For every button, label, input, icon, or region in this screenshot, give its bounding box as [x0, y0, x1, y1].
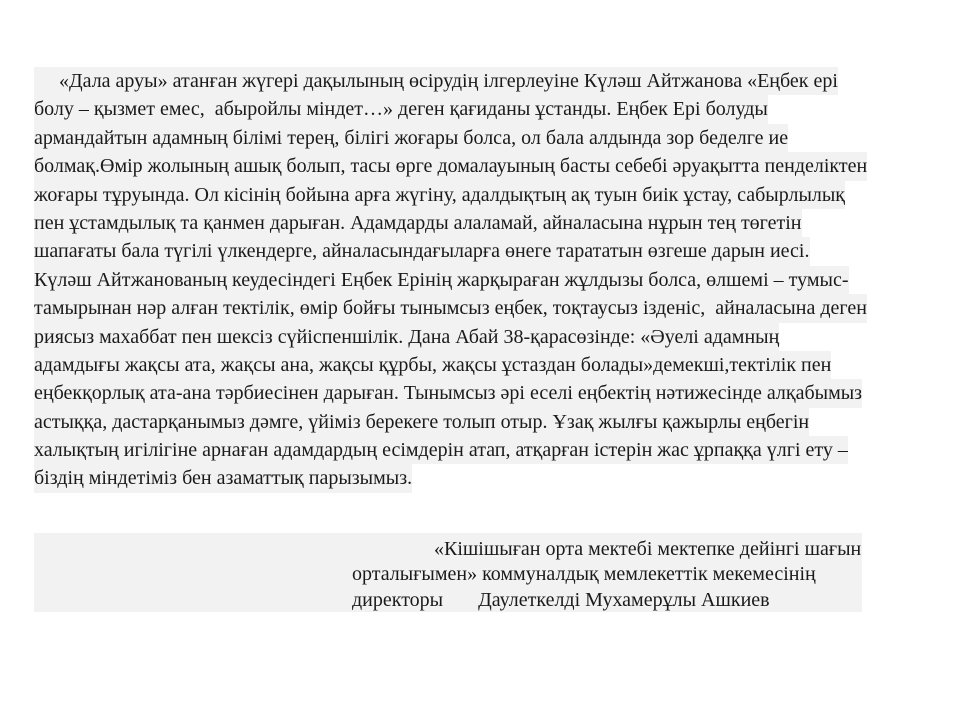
paragraph-line: риясыз махаббат пен шексіз сүйіспеншілік. Дана Абай 38-қарасөзінде: «Әуелі адамның	[34, 323, 779, 351]
paragraph-line: еңбекқорлық ата-ана тәрбиесінен дарыған. Тынымсыз әрі еселі еңбектің нәтижесінде алқабымыз	[34, 379, 862, 407]
paragraph-line: болу – қызмет емес, абыройлы міндет…» деген қағиданы ұстанды. Еңбек Ері болуды	[34, 95, 768, 123]
paragraph-line: біздің міндетіміз бен азаматтық парызымыз.	[34, 464, 412, 492]
paragraph-line: «Дала аруы» атанған жүгері дақылының өсірудің ілгерлеуіне Күләш Айтжанова «Еңбек ері	[34, 67, 838, 95]
paragraph-line: жоғары тұруында. Ол кісінің бойына арға жүгіну, адалдықтың ақ туын биік ұстау, сабырлылық	[34, 181, 845, 209]
signature-line: директоры Даулеткелді Мухамерұлы Ашкиев	[352, 588, 770, 611]
paragraph-line: пен ұстамдылық та қанмен дарыған. Адамдарды алаламай, айналасына нұрын тең төгетін	[34, 209, 802, 237]
signature-block	[352, 537, 872, 613]
signature-line: «Кішішыған орта мектебі мектепке дейінгі шағын	[434, 538, 862, 560]
paragraph-line: Күләш Айтжанованың кеудесіндегі Еңбек Ерінің жарқыраған жұлдызы болса, өлшемі – тумыс-	[34, 266, 849, 294]
paragraph-line: астыққа, дастарқанымыз дәмге, үйіміз берекеге толып отыр. Ұзақ жылғы қажырлы еңбегін	[34, 408, 809, 436]
main-paragraph	[34, 67, 954, 493]
paragraph-line: тамырынан нәр алған тектілік, өмір бойғы тынымсыз еңбек, тоқтаусыз ізденіс, айналасына деген	[34, 294, 867, 322]
paragraph-line: болмақ.Өмір жолының ашық болып, тасы өрге домалауының басты себебі әруақытта пенделіктен	[34, 152, 867, 180]
signature-line: орталығымен» коммуналдық мемлекеттік мекемесінің	[352, 563, 816, 586]
paragraph-line: адамдығы жақсы ата, жақсы ана, жақсы құрбы, жақсы ұстаздан болады»демекші,тектілік пен	[34, 351, 831, 379]
paragraph-line: армандайтын адамның білімі терең, білігі жоғары болса, ол бала алдында зор беделге ие	[34, 124, 788, 152]
paragraph-line: халықтың игілігіне арнаған адамдардың есімдерін атап, атқарған істерін жас ұрпаққа үлгі ету –	[34, 436, 848, 464]
paragraph-line: шапағаты бала түгілі үлкендерге, айналасындағыларға өнеге тарататын өзгеше дарын иесі.	[34, 237, 810, 265]
